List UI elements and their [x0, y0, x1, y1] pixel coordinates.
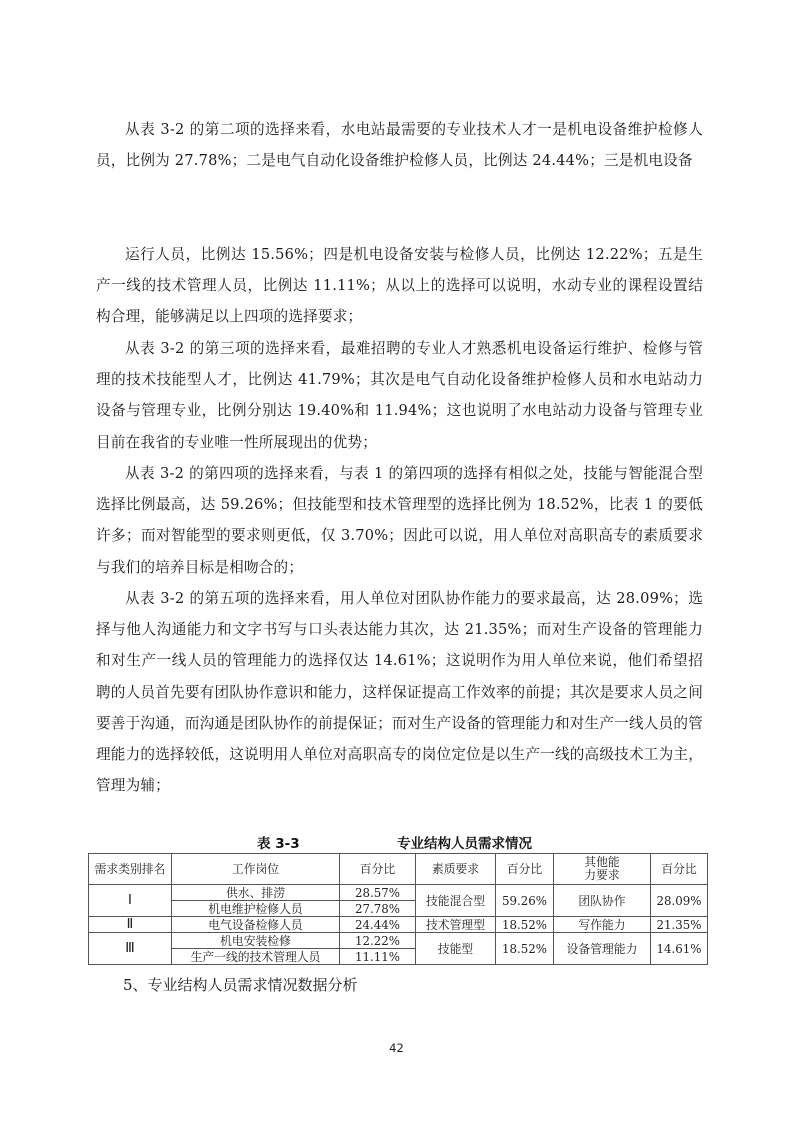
demand-table: [88, 853, 708, 965]
rank-cell: Ⅰ: [89, 885, 172, 917]
position-cell: 机电维护检修人员: [172, 901, 340, 917]
quality-cell: 技能型: [416, 933, 496, 965]
percent-cell: 28.57%: [340, 885, 416, 901]
table-title: 专业结构人员需求情况: [397, 836, 532, 852]
table-row: [89, 885, 708, 901]
percent-cell: 27.78%: [340, 901, 416, 917]
table-row: [89, 933, 708, 949]
header-other-ability: [554, 854, 651, 885]
position-cell: 机电安装检修: [172, 933, 340, 949]
percent-cell: 12.22%: [340, 933, 416, 949]
quality-percent-cell: 18.52%: [496, 917, 554, 933]
header-other-ability-text: 其他能力要求: [584, 854, 620, 882]
other-ability-cell: 团队协作: [554, 885, 651, 917]
other-ability-cell: 写作能力: [554, 917, 651, 933]
position-cell: 供水、排涝: [172, 885, 340, 901]
header-other-percent: 百分比: [651, 854, 708, 885]
section-heading: 5、专业结构人员需求情况数据分析: [123, 976, 358, 994]
other-percent-cell: 21.35%: [651, 917, 708, 933]
paragraph-fifth-item-analysis: 从表 3-2 的第五项的选择来看，用人单位对团队协作能力的要求最高，达 28.09%；选择与他人沟通能力和文字书写与口头表达能力其次，达 21.35%；而对生产设备的管理能力和对生产一线人员的管理能力的选择仅达 14.61%；这说明作为用人单位来说，他们希望招聘的人员首先要有团队协作意识和能力，这样保证提高工作效率的前提；其次是要求人员之间要善于沟通，而沟通是团队协作的前提保证；而对生产设备的管理能力和对生产一线人员的管理能力的选择较低，这说明用人单位对高职高专的岗位定位是以生产一线的高级技术工为主，管理为辅；: [96, 590, 703, 795]
quality-percent-cell: 59.26%: [496, 885, 554, 917]
percent-cell: 11.11%: [340, 949, 416, 965]
paragraph-second-item-continued: 运行人员，比例达 15.56%；四是机电设备安装与检修人员，比例达 12.22%；五是生产一线的技术管理人员，比例达 11.11%；从以上的选择可以说明，水动专业的课程设置结构合理，能够满足以上四项的选择要求；: [96, 246, 703, 326]
table-row: [89, 917, 708, 933]
rank-cell: Ⅲ: [89, 933, 172, 965]
header-quality-percent: 百分比: [496, 854, 554, 885]
other-percent-cell: 28.09%: [651, 885, 708, 917]
paragraph-second-item-analysis: 从表 3-2 的第二项的选择来看，水电站最需要的专业技术人才一是机电设备维护检修人员，比例为 27.78%；二是电气自动化设备维护检修人员，比例达 24.44%；三是机电设备: [96, 121, 703, 170]
header-percent: 百分比: [340, 854, 416, 885]
paragraph-fourth-item-analysis: 从表 3-2 的第四项的选择来看，与表 1 的第四项的选择有相似之处，技能与智能混合型选择比例最高，达 59.26%；但技能型和技术管理型的选择比例为 18.52%，比表 1 的要低许多；而对智能型的要求则更低，仅 3.70%；因此可以说，用人单位对高职高专的素质要求与我们的培养目标是相吻合的；: [96, 465, 703, 576]
other-percent-cell: 14.61%: [651, 933, 708, 965]
rank-cell: Ⅱ: [89, 917, 172, 933]
position-cell: 生产一线的技术管理人员: [172, 949, 340, 965]
page-number: 42: [389, 1041, 404, 1055]
header-position: 工作岗位: [172, 854, 340, 885]
header-rank: 需求类别排名: [89, 854, 172, 885]
table-header-row: [89, 854, 708, 885]
percent-cell: 24.44%: [340, 917, 416, 933]
other-ability-cell: 设备管理能力: [554, 933, 651, 965]
quality-percent-cell: 18.52%: [496, 933, 554, 965]
header-quality: 素质要求: [416, 854, 496, 885]
paragraph-third-item-analysis: 从表 3-2 的第三项的选择来看，最难招聘的专业人才熟悉机电设备运行维护、检修与管理的技术技能型人才，比例达 41.79%；其次是电气自动化设备维护检修人员和水电站动力设备与管理专业，比例分别达 19.40%和 11.94%；这也说明了水电站动力设备与管理专业目前在我省的专业唯一性所展现出的优势；: [96, 340, 703, 451]
table-number: 表 3-3: [257, 836, 300, 852]
quality-cell: 技能混合型: [416, 885, 496, 917]
quality-cell: 技术管理型: [416, 917, 496, 933]
position-cell: 电气设备检修人员: [172, 917, 340, 933]
